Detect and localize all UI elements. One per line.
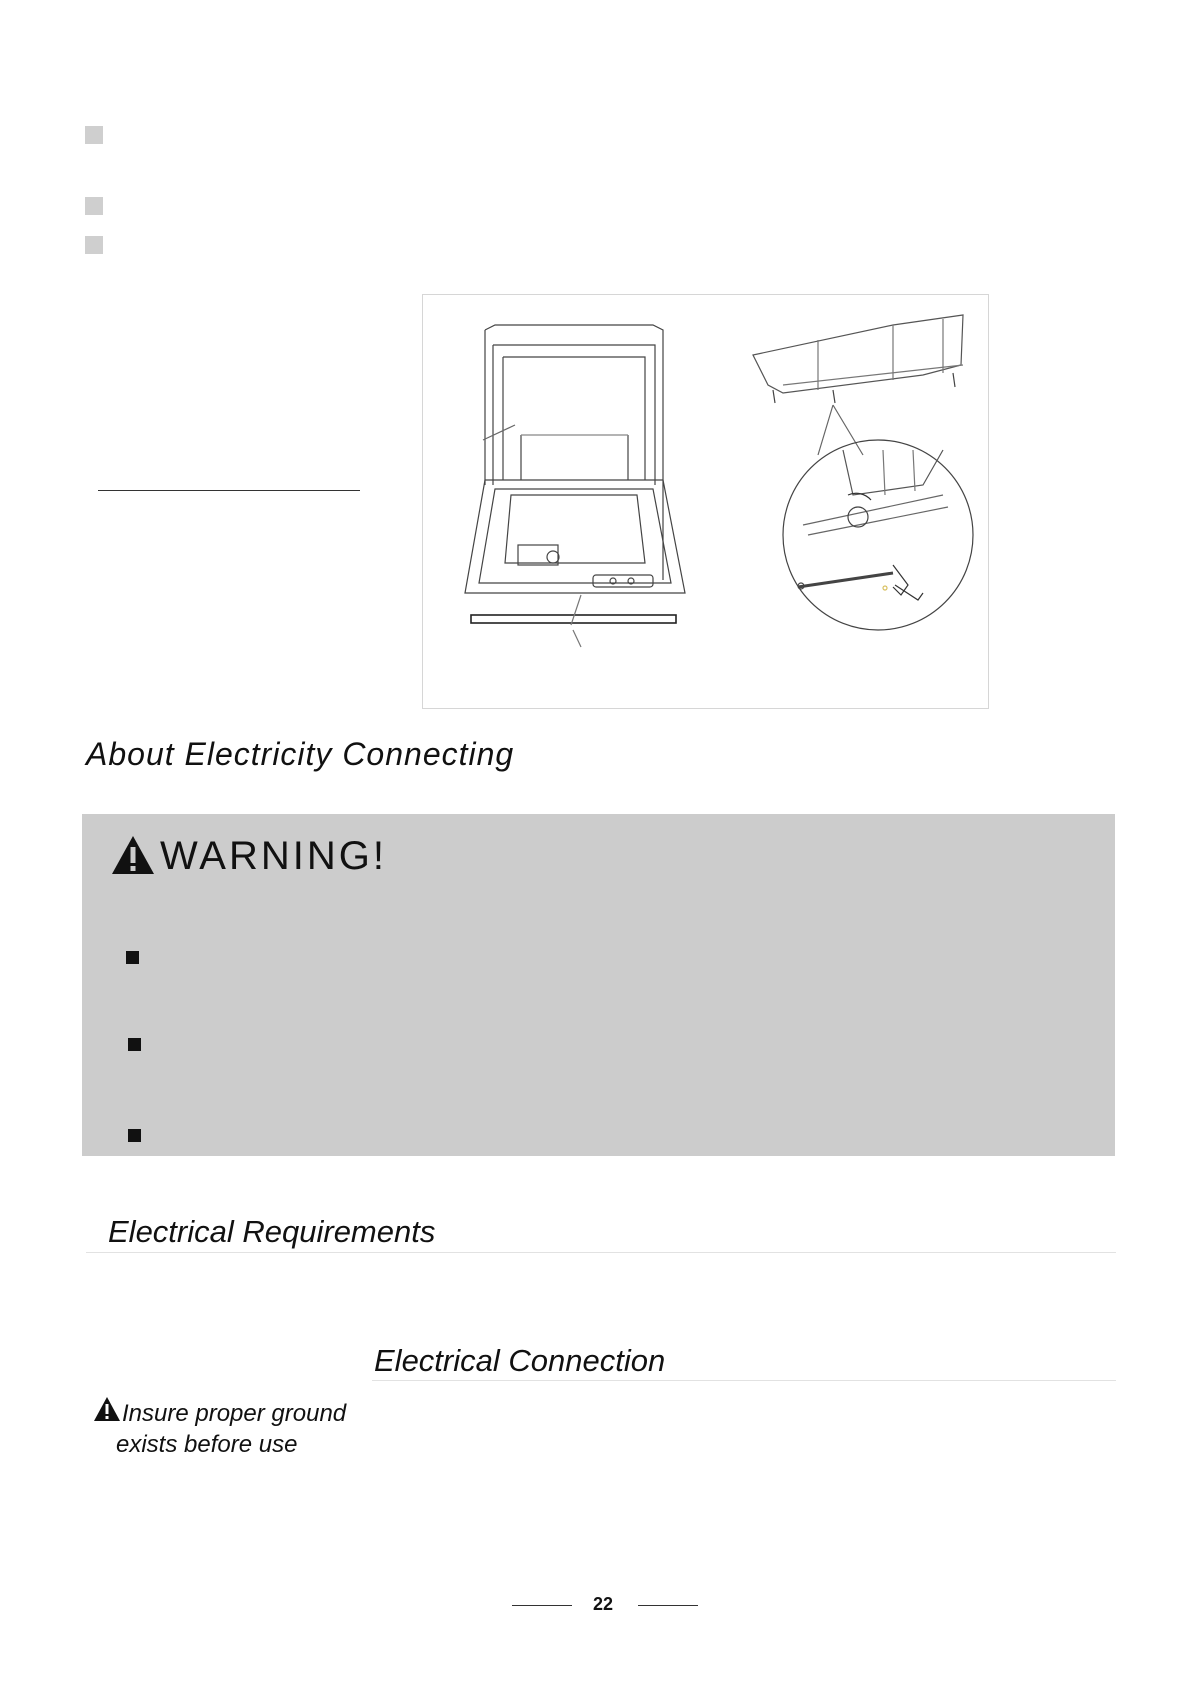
- ground-note-line1: Insure proper ground: [122, 1400, 347, 1427]
- section-title-about-electricity: About Electricity Connecting: [86, 736, 515, 772]
- footer-line-left: [512, 1605, 572, 1606]
- footer-line-right: [638, 1605, 698, 1606]
- dishwasher-diagram-image: [423, 295, 988, 708]
- section-underline: [86, 1252, 1116, 1253]
- page-number: 22: [592, 1594, 614, 1614]
- section-title-electrical-connection: Electrical Connection: [374, 1343, 666, 1378]
- bullet-square: [128, 1038, 141, 1051]
- warning-title: WARNING!: [160, 834, 387, 878]
- ground-note-line2: exists before use: [116, 1431, 298, 1458]
- bullet-square: [85, 126, 103, 144]
- separator-line: [98, 490, 360, 491]
- bullet-square: [126, 951, 139, 964]
- section-title-electrical-requirements: Electrical Requirements: [108, 1214, 436, 1249]
- dishwasher-leveling-figure: [422, 294, 989, 709]
- section-underline: [372, 1380, 1116, 1381]
- bullet-square: [85, 236, 103, 254]
- caution-triangle-icon: [93, 1396, 121, 1422]
- ground-note: [116, 1398, 347, 1460]
- bullet-square: [128, 1129, 141, 1142]
- warning-triangle-icon: [110, 834, 156, 876]
- bullet-square: [85, 197, 103, 215]
